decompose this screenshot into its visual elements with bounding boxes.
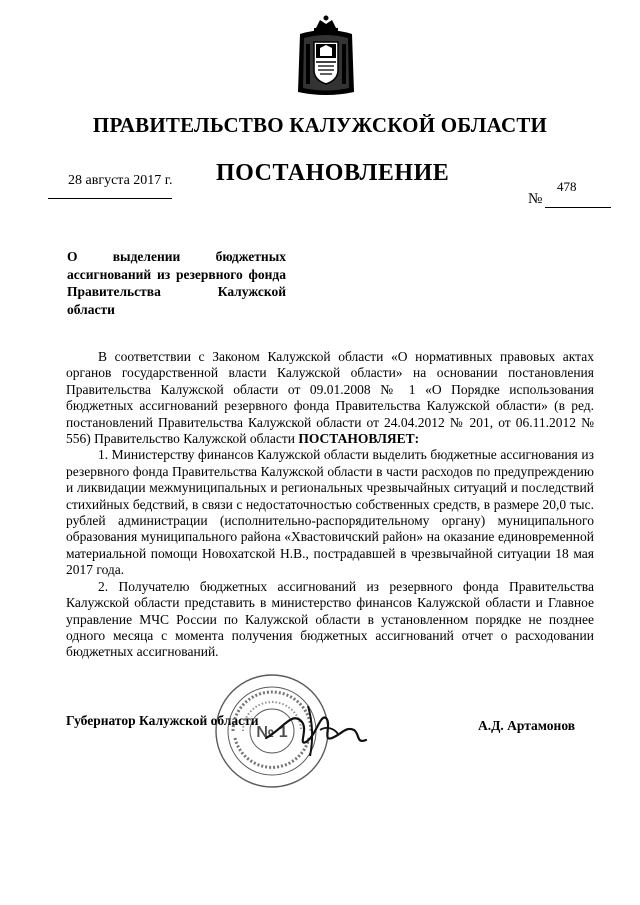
subject-line: области	[67, 301, 115, 317]
intro-text: В соответствии с Законом Калужской области «О нормативных правовых актах органов государственной власти Калужской области» на основании постановления Правительства Калужской области от 09.01.2008 № 1 «О Порядке использования бюджетных ассигнований резервного фонда Правительства Калужской области» (в ред. постановлений Правительства Калужской области от 24.04.2012 № 201, от 06.11.2012 № 556) Правительство Калужской области	[66, 349, 594, 447]
number-underline	[545, 207, 611, 208]
signer-title: Губернатор Калужской области	[66, 713, 259, 728]
item-paragraph: 1. Министерству финансов Калужской области выделить бюджетные ассигнования из резервного фонда Правительства Калужской области в части расходов по предупреждению и ликвидации межмуниципальных и региональных чрезвычайных ситуаций и последствий стихийных бедствий, в связи с недостаточностью собственных средств, в размере 20,0 тыс. рублей администрации (исполнительно-распорядительному органу) муниципального образования муниципального района «Хвастовичский район» на оказание единовременной материальной помощи Новохатской Н.В., пострадавшей в чрезвычайной ситуации 18 мая 2017 года.	[66, 447, 594, 578]
document-date: 28 августа 2017 г.	[68, 173, 173, 188]
government-title: ПРАВИТЕЛЬСТВО КАЛУЖСКОЙ ОБЛАСТИ	[92, 113, 548, 137]
subject-line: Правительства Калужской	[67, 284, 286, 299]
subject-line: ассигнований из резервного фонда	[67, 266, 286, 282]
seal-number: № 1	[256, 724, 288, 741]
subject-line: О выделении бюджетных	[67, 249, 286, 264]
kaluga-coat-of-arms-icon	[294, 14, 358, 98]
document-type-heading: ПОСТАНОВЛЕНИЕ	[216, 160, 450, 186]
intro-paragraph	[66, 349, 594, 447]
signer-name: А.Д. Артамонов	[478, 718, 576, 733]
item-paragraph: 2. Получателю бюджетных ассигнований из резервного фонда Правительства Калужской области представить в министерство финансов Калужской области и Главное управление МЧС России по Калужской области в установленном порядке не позднее одного месяца с момента получения бюджетных ассигнований отчет о расходовании бюджетных ассигнований.	[66, 578, 594, 660]
document-body	[66, 349, 594, 661]
document-subject	[67, 248, 286, 318]
resolves-keyword: ПОСТАНОВЛЯЕТ:	[298, 431, 420, 447]
number-sign: №	[528, 191, 543, 207]
handwritten-signature	[262, 700, 372, 760]
document-number: 478	[557, 179, 577, 194]
date-underline	[48, 198, 172, 199]
